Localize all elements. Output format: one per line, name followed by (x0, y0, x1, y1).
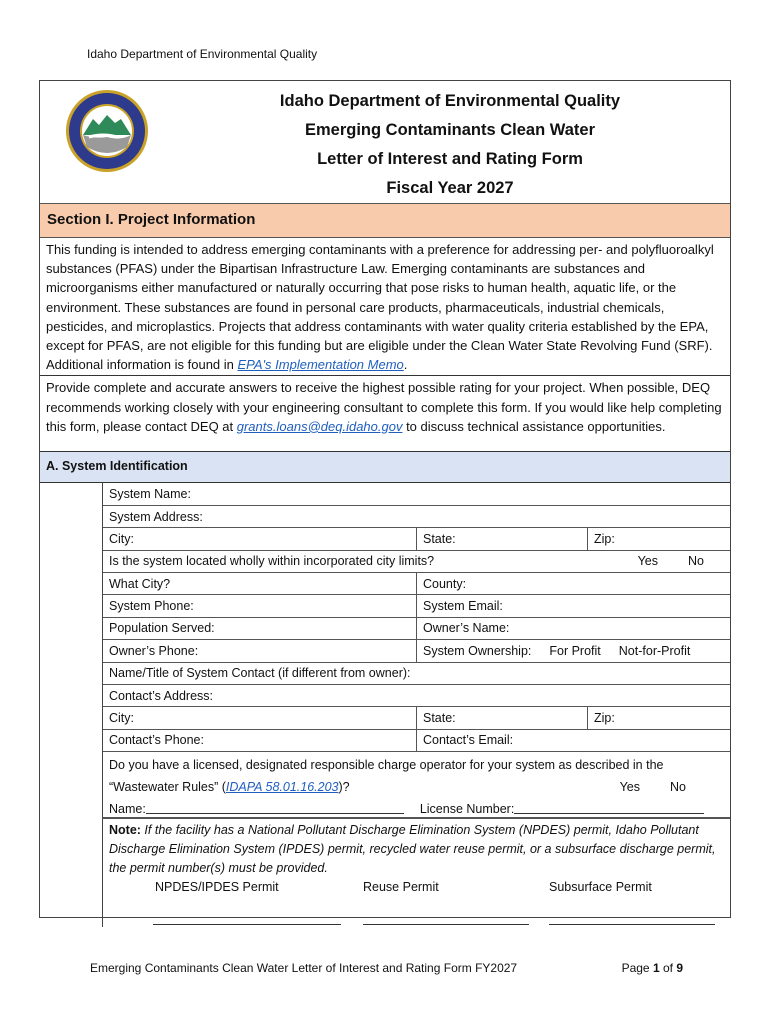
contact-state-field[interactable]: State: (417, 707, 588, 728)
operator-no[interactable]: No (670, 780, 686, 795)
instructions-paragraph (40, 376, 730, 451)
permit-note (103, 819, 730, 927)
contact-title-field[interactable]: Name/Title of System Contact (if different from owner): (109, 666, 411, 681)
email-link[interactable]: grants.loans@deq.idaho.gov (236, 418, 403, 434)
system-address-field[interactable]: System Address: (109, 509, 203, 524)
county-field[interactable]: County: (423, 576, 467, 591)
operator-rules-text: “Wastewater Rules” ( (109, 780, 226, 795)
system-identification-table (102, 483, 730, 927)
subsurface-permit-label: Subsurface Permit (549, 880, 652, 895)
note-text: If the facility has a National Pollutant Discharge Elimination System (NPDES) permit, Idaho Pollutant Discharge Elimination System (IPDES) permit, recycled water reuse permit, or a subsurface discharge permit, the permit number(s) must be provided. (109, 823, 716, 876)
contact-zip-field[interactable]: Zip: (594, 711, 615, 726)
system-phone-field[interactable]: System Phone: (103, 595, 417, 616)
what-city-field[interactable]: What City? (103, 573, 417, 594)
form-titles (170, 87, 730, 203)
city-field[interactable]: City: (103, 528, 417, 549)
owner-phone-field[interactable]: Owner’s Phone: (103, 640, 417, 661)
license-label: License Number: (419, 802, 515, 817)
page-footer (90, 961, 683, 975)
subsurface-permit-input[interactable] (549, 897, 715, 925)
title-program: Emerging Contaminants Clean Water (304, 121, 595, 139)
epa-memo-link[interactable]: EPA's Implementation Memo (237, 357, 404, 373)
page-number: Page 1 of 9 (621, 961, 683, 975)
operator-question-text: Do you have a licensed, designated responsible charge operator for your system as described in the (109, 758, 664, 773)
title-agency: Idaho Department of Environmental Quality (279, 92, 621, 110)
reuse-permit-label: Reuse Permit (363, 880, 439, 895)
ownership-label: System Ownership: (423, 643, 532, 658)
operator-rules-end: )? (338, 780, 350, 795)
instructions-end: to discuss technical assistance opportunities. (402, 418, 666, 434)
system-email-field[interactable]: System Email: (423, 599, 503, 614)
operator-yes[interactable]: Yes (619, 780, 641, 795)
note-label: Note: (109, 823, 141, 838)
form-header (40, 81, 730, 204)
city-limits-yes[interactable]: Yes (637, 554, 659, 569)
population-field[interactable]: Population Served: (103, 618, 417, 639)
city-limits-question: Is the system located wholly within incorporated city limits? (109, 554, 435, 569)
intro-paragraph (40, 238, 730, 376)
footer-title: Emerging Contaminants Clean Water Letter of Interest and Rating Form FY2027 (90, 961, 518, 975)
owner-name-field[interactable]: Owner’s Name: (423, 621, 510, 636)
title-fiscal-year: Fiscal Year 2027 (386, 179, 514, 197)
operator-question (103, 752, 730, 819)
intro-end: . (403, 357, 408, 373)
npdes-permit-input[interactable] (153, 897, 341, 925)
operator-name-input[interactable] (146, 798, 404, 814)
operator-name-label: Name: (109, 802, 146, 817)
not-for-profit-option[interactable]: Not-for-Profit (618, 643, 691, 658)
intro-text: This funding is intended to address emerging contaminants with a preference for addressing per- and polyfluoroalkyl substances (PFAS) under the Bipartisan Infrastructure Law. Emerging contaminants are substances and microorganisms either manufactured or naturally occurring that pose risks to human health, aquatic life, or the environment. These substances are found in personal care products, pharmaceuticals, industrial chemicals, pesticides, and microplastics. Projects that address contaminants with water quality criteria established by the EPA, except for PFAS, are not eligible for this funding but are eligible under the Clean Water State Revolving Fund (SRF). Additional information is found in (46, 242, 714, 373)
contact-email-field[interactable]: Contact’s Email: (423, 733, 514, 748)
for-profit-option[interactable]: For Profit (549, 643, 601, 658)
title-form: Letter of Interest and Rating Form (317, 150, 583, 168)
contact-address-field[interactable]: Contact’s Address: (109, 688, 213, 703)
system-name-field[interactable]: System Name: (109, 487, 191, 502)
section-heading: Section I. Project Information (40, 204, 730, 238)
zip-field[interactable]: Zip: (594, 531, 615, 546)
state-field[interactable]: State: (417, 528, 588, 549)
contact-phone-field[interactable]: Contact’s Phone: (103, 730, 417, 751)
npdes-permit-label: NPDES/IPDES Permit (155, 880, 279, 895)
form-box (39, 80, 731, 918)
city-limits-no[interactable]: No (688, 554, 704, 569)
instructions-text: Provide complete and accurate answers to receive the highest possible rating for your project. When possible, DEQ recommends working closely with your engineering consultant to complete this form. If you would like help completing this form, please contact DEQ at (46, 380, 722, 434)
subsection-heading: A. System Identification (40, 451, 730, 483)
reuse-permit-input[interactable] (363, 897, 529, 925)
running-header: Idaho Department of Environmental Quality (87, 47, 318, 61)
deq-seal-logo (65, 89, 149, 173)
contact-city-field[interactable]: City: (103, 707, 417, 728)
idapa-link[interactable]: IDAPA 58.01.16.203 (225, 780, 339, 795)
license-number-input[interactable] (514, 798, 704, 814)
